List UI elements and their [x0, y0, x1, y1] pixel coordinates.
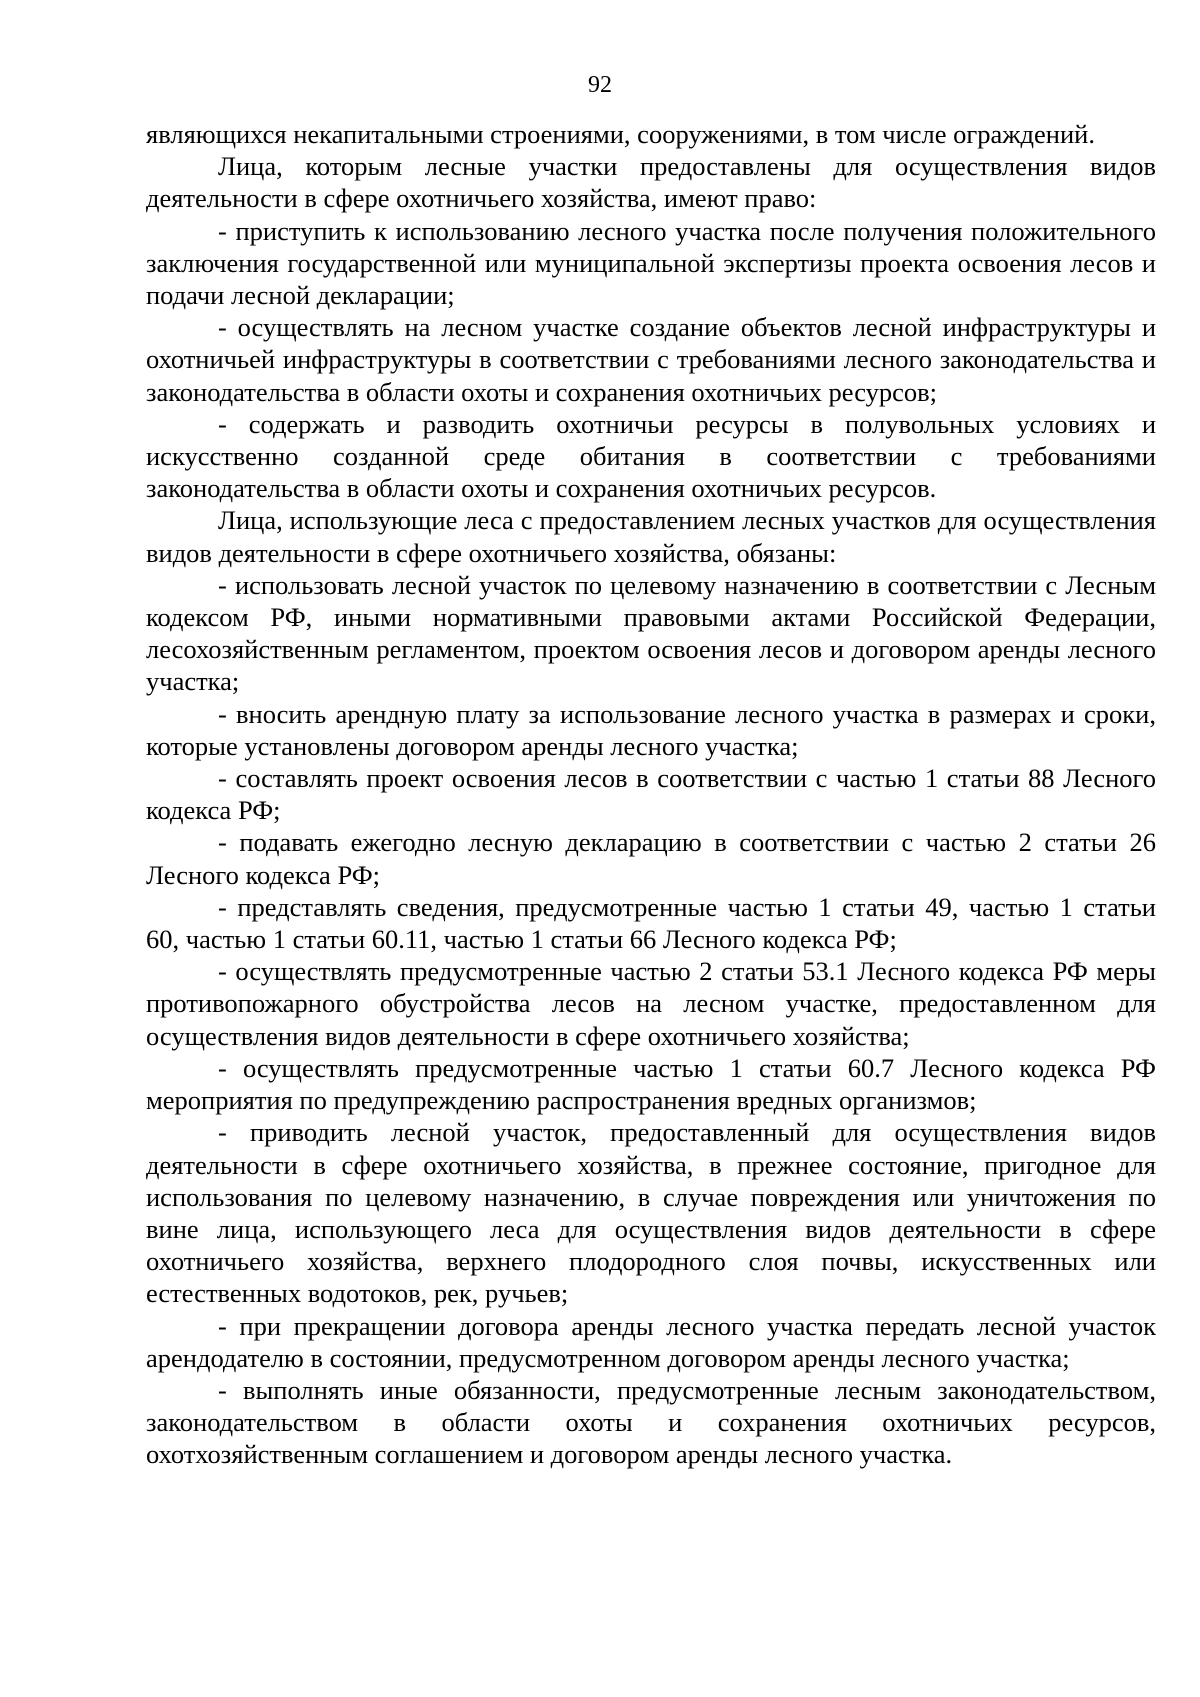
list-item: - содержать и разводить охотничьи ресурсы в полувольных условиях и искусственно созданной среде обитания в соответствии с требованиями законодательства в области охоты и сохранения охотничьих ресурсов. [146, 408, 1156, 504]
list-item: - осуществлять на лесном участке создание объектов лесной инфраструктуры и охотничьей инфраструктуры в соответствии с требованиями лесного законодательства и законодательства в области охоты и сохранения охотничьих ресурсов; [146, 312, 1156, 407]
list-item: - вносить арендную плату за использование лесного участка в размерах и сроки, которые установлены договором аренды лесного участка; [146, 698, 1156, 761]
list-item: - осуществлять предусмотренные частью 2 статьи 53.1 Лесного кодекса РФ меры противопожарного обустройства лесов на лесном участке, предоставленном для осуществления видов деятельности в сфере охотничьего хозяйства; [146, 956, 1156, 1051]
list-item: - использовать лесной участок по целевому назначению в соответствии с Лесным кодексом РФ, иными нормативными правовыми актами Российской Федерации, лесохозяйственным регламентом, проектом освоения лесов и договором аренды лесного участка; [146, 569, 1156, 697]
document-body [146, 118, 1156, 1471]
list-item: - приступить к использованию лесного участка после получения положительного заключения государственной или муниципальной экспертизы проекта освоения лесов и подачи лесной декларации; [146, 215, 1156, 311]
list-item: - осуществлять предусмотренные частью 1 статьи 60.7 Лесного кодекса РФ мероприятия по предупреждению распространения вредных организмов; [146, 1052, 1156, 1116]
paragraph: Лица, использующие леса с предоставлением лесных участков для осуществления видов деятельности в сфере охотничьего хозяйства, обязаны: [146, 505, 1156, 568]
paragraph: являющихся некапитальными строениями, сооружениями, в том числе ограждений. [146, 119, 1095, 149]
list-item: - выполнять иные обязанности, предусмотренные лесным законодательством, законодательством в области охоты и сохранения охотничьих ресурсов, охотхозяйственным соглашением и договором аренды лесного участка. [146, 1374, 1156, 1470]
list-item: - подавать ежегодно лесную декларацию в соответствии с частью 2 статьи 26 Лесного кодекса РФ; [146, 827, 1156, 890]
paragraph: Лица, которым лесные участки предоставлены для осуществления видов деятельности в сфере охотничьего хозяйства, имеют право: [146, 151, 1156, 214]
list-item: - представлять сведения, предусмотренные частью 1 статьи 49, частью 1 статьи 60, частью 1 статьи 60.11, частью 1 статьи 66 Лесного кодекса РФ; [146, 891, 1156, 955]
page-number: 92 [588, 72, 612, 98]
list-item: - составлять проект освоения лесов в соответствии с частью 1 статьи 88 Лесного кодекса РФ; [146, 763, 1156, 826]
list-item: - при прекращении договора аренды лесного участка передать лесной участок арендодателю в состоянии, предусмотренном договором аренды лесного участка; [146, 1310, 1156, 1373]
list-item: - приводить лесной участок, предоставленный для осуществления видов деятельности в сфере охотничьего хозяйства, в прежнее состояние, пригодное для использования по целевому назначению, в случае повреждения или уничтожения по вине лица, использующего леса для осуществления видов деятельности в сфере охотничьего хозяйства, верхнего плодородного слоя почвы, искусственных или естественных водотоков, рек, ручьев; [146, 1117, 1156, 1309]
